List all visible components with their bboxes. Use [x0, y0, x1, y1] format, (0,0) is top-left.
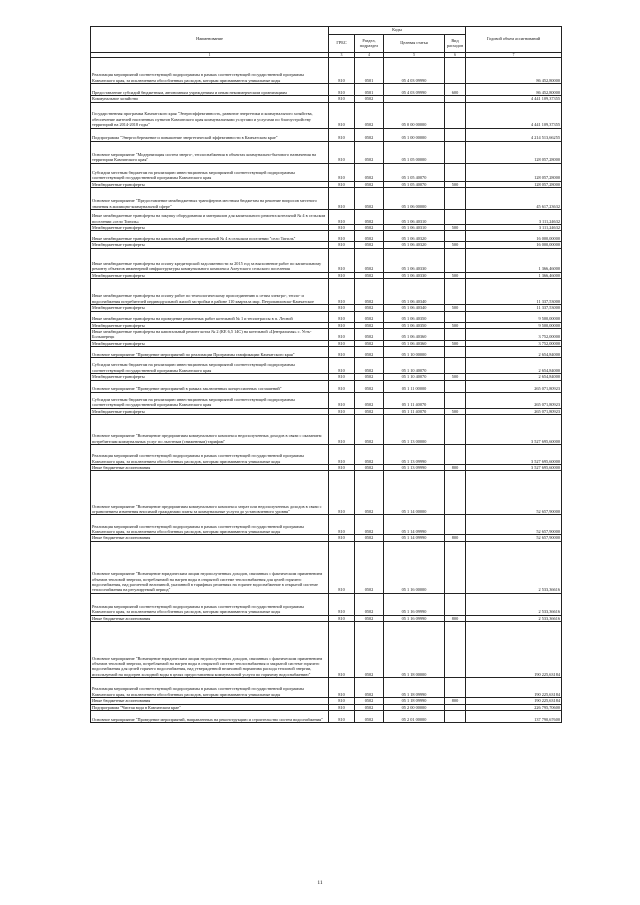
table-row [91, 347, 562, 358]
row-sum: 11 337,53000 [466, 305, 562, 311]
row-grbs: 810 [329, 374, 355, 380]
row-vid: 500 [445, 272, 466, 278]
row-sum: 3 111,24632 [466, 210, 562, 225]
row-grbs: 810 [329, 541, 355, 593]
row-razdel: 0502 [355, 465, 384, 471]
table-row [91, 210, 562, 225]
row-name: Реализация мероприятий соответствующей подпрограммы в рамках соответствующей государственной программы Камчатского края, за исключением обособленных расходов, которым присваиваются уникальные коды [91, 58, 329, 84]
row-razdel: 0502 [355, 358, 384, 374]
row-celevaya: 05 2 00 00000 [384, 704, 445, 710]
row-sum: 86 452,80000 [466, 58, 562, 84]
row-name: Межбюджетные трансферты [91, 272, 329, 278]
row-razdel: 0502 [355, 515, 384, 535]
row-sum: 2 654,84000 [466, 374, 562, 380]
row-razdel: 0502 [355, 374, 384, 380]
row-celevaya: 05 4 03 09990 [384, 84, 445, 96]
row-celevaya: 05 1 13 09990 [384, 445, 445, 465]
row-vid: 500 [445, 181, 466, 187]
row-vid [445, 128, 466, 141]
row-vid [445, 541, 466, 593]
row-vid [445, 311, 466, 322]
row-grbs: 810 [329, 340, 355, 346]
row-celevaya: 05 1 18 09990 [384, 678, 445, 698]
row-name: Субсидии местным бюджетам на реализацию инвестиционных мероприятий соответствующей подпрограммы соответствующей государственной программы Камчатского края [91, 392, 329, 408]
row-vid [445, 358, 466, 374]
row-sum: 3 111,24632 [466, 225, 562, 231]
row-name: Иные межбюджетные трансферты на оплату кредиторской задолженности за 2015 год за выполнение работ по капитальному ремонту объектов инженерной инфраструктуры коммунального комплекса Алеутского сельского поселения [91, 248, 329, 272]
row-name: Субсидии местным бюджетам на реализацию инвестиционных мероприятий соответствующей подпрограммы соответствующей государственной программы Камчатского края [91, 358, 329, 374]
row-vid [445, 210, 466, 225]
row-vid [445, 593, 466, 615]
row-grbs: 810 [329, 471, 355, 515]
row-razdel: 0502 [355, 329, 384, 341]
row-celevaya: 05 1 10 40070 [384, 358, 445, 374]
row-vid: 800 [445, 465, 466, 471]
row-vid: 500 [445, 225, 466, 231]
budget-sheet [90, 26, 561, 723]
row-vid [445, 231, 466, 242]
row-vid: 500 [445, 305, 466, 311]
row-vid [445, 58, 466, 84]
row-grbs: 810 [329, 231, 355, 242]
column-index: 1 [91, 53, 329, 58]
row-razdel: 0502 [355, 231, 384, 242]
row-razdel: 0502 [355, 471, 384, 515]
row-sum: 3 752,00000 [466, 329, 562, 341]
header-vid: Вид расходов [445, 35, 466, 53]
row-celevaya: 05 1 06 40310 [384, 210, 445, 225]
table-body [91, 58, 562, 723]
row-razdel: 0502 [355, 392, 384, 408]
row-grbs: 810 [329, 279, 355, 305]
row-celevaya: 05 1 06 40350 [384, 311, 445, 322]
row-razdel: 0501 [355, 84, 384, 96]
row-grbs: 810 [329, 704, 355, 710]
row-grbs: 810 [329, 622, 355, 678]
row-celevaya: 05 1 14 00000 [384, 471, 445, 515]
row-razdel: 0502 [355, 102, 384, 128]
row-celevaya: 05 1 06 40330 [384, 248, 445, 272]
row-razdel: 0502 [355, 96, 384, 102]
row-celevaya: 05 1 16 09990 [384, 593, 445, 615]
row-razdel: 0502 [355, 704, 384, 710]
row-vid: 500 [445, 408, 466, 414]
row-vid [445, 711, 466, 723]
row-name: Иные бюджетные ассигнования [91, 535, 329, 541]
row-vid [445, 471, 466, 515]
row-sum: 52 657,90000 [466, 515, 562, 535]
row-razdel: 0502 [355, 711, 384, 723]
row-sum: 190 225,63184 [466, 698, 562, 704]
page-number: 11 [317, 880, 323, 886]
row-sum: 2 533,36616 [466, 541, 562, 593]
row-vid [445, 392, 466, 408]
row-sum: 128 057,28000 [466, 141, 562, 163]
row-grbs: 810 [329, 305, 355, 311]
row-name: Иные бюджетные ассигнования [91, 465, 329, 471]
table-row [91, 711, 562, 723]
row-razdel: 0502 [355, 279, 384, 305]
row-razdel: 0502 [355, 445, 384, 465]
row-razdel: 0502 [355, 541, 384, 593]
table-row [91, 471, 562, 515]
row-grbs: 810 [329, 322, 355, 328]
row-grbs: 810 [329, 678, 355, 698]
row-razdel: 0502 [355, 678, 384, 698]
row-name: Основное мероприятие "Модернизация систем энерго-, теплоснабжения в объектах коммунально-бытового назначения на территории Камчатского края" [91, 141, 329, 163]
row-name: Основное мероприятие "Возмещение юридическим лицам недополученных доходов, связанных с фактическим применением объемов тепловой энергии, потребляемой на нагрев воды в открытой системе теплоснабжения и закрытой системе горячего водоснабжения для целей горячего водоснабжения, над утвержденной величиной норматива расхода тепловой энергии, используемой на подогрев холодной воды в целях предоставления коммунальной услуги по горячему водоснабжению" [91, 622, 329, 678]
row-razdel: 0502 [355, 698, 384, 704]
table-row [91, 415, 562, 445]
row-grbs: 810 [329, 593, 355, 615]
row-name: Иные межбюджетные трансферты на оплату работ по технологическому присоединению к сетям электро-, тепло- и водоснабжения потребителей индивидуальной жилой застройки в районе 110 квартала мкр. Петропавловско-Камчатское [91, 279, 329, 305]
row-name: Основное мероприятие "Возмещение юридическим лицам недополученных доходов, связанных с фактическим применением объемов тепловой энергии, потребляемой на нагрев воды в открытой системе теплоснабжения для целей горячего водоснабжения, над расчетной величиной, указанной в тарифных решениях на горячее водоснабжение в открытой системе теплоснабжения на регулируемый период" [91, 541, 329, 593]
row-name: Иные бюджетные ассигнования [91, 615, 329, 621]
table-row [91, 445, 562, 465]
row-name: Иные бюджетные ассигнования [91, 698, 329, 704]
row-razdel: 0502 [355, 163, 384, 181]
row-razdel: 0502 [355, 210, 384, 225]
column-index: 7 [466, 53, 562, 58]
row-name: Иные межбюджетные трансферты на капитальный ремонт котла № 2 (КЕ 6,5 14С) на котельной «Центральная» с. Усть-Большерецк [91, 329, 329, 341]
row-razdel: 0502 [355, 305, 384, 311]
row-celevaya: 05 1 14 09990 [384, 515, 445, 535]
table-row [91, 515, 562, 535]
header-razdel: Раздел, подраздел [355, 35, 384, 53]
column-index: 3 [329, 53, 355, 58]
row-razdel: 0502 [355, 225, 384, 231]
row-name: Государственная программа Камчатского края "Энергоэффективность, развитие энергетики и коммунального хозяйства, обеспечение жителей населенных пунктов Камчатского края коммунальными услугами и услугами по благоустройству территорий на 2014-2018 годы" [91, 102, 329, 128]
row-sum: 2 533,36616 [466, 593, 562, 615]
table-row [91, 231, 562, 242]
row-razdel: 0502 [355, 340, 384, 346]
row-sum: 190 225,63184 [466, 678, 562, 698]
row-grbs: 810 [329, 210, 355, 225]
row-vid [445, 515, 466, 535]
row-razdel: 0502 [355, 242, 384, 248]
row-celevaya: 05 1 06 40320 [384, 231, 445, 242]
row-grbs: 810 [329, 181, 355, 187]
row-celevaya: 05 1 06 40320 [384, 242, 445, 248]
row-celevaya: 05 1 06 40310 [384, 225, 445, 231]
row-vid [445, 622, 466, 678]
row-celevaya: 05 1 06 40360 [384, 329, 445, 341]
row-celevaya: 05 1 14 09990 [384, 535, 445, 541]
row-vid: 800 [445, 615, 466, 621]
table-row [91, 358, 562, 374]
row-sum: 1 366,46000 [466, 272, 562, 278]
row-celevaya: 05 1 00 00000 [384, 128, 445, 141]
row-name: Межбюджетные трансферты [91, 305, 329, 311]
row-razdel: 0502 [355, 128, 384, 141]
row-celevaya: 05 1 05 40070 [384, 181, 445, 187]
row-grbs: 810 [329, 445, 355, 465]
table-row [91, 279, 562, 305]
row-name: Иные межбюджетные трансферты на закупку оборудования и материалов для капитального ремонта котельной № 4 в сельском поселении «село Тигиль» [91, 210, 329, 225]
row-grbs: 810 [329, 711, 355, 723]
row-name: Подпрограмма "Чистая вода в Камчатском крае" [91, 704, 329, 710]
row-celevaya: 05 1 11 40070 [384, 408, 445, 414]
row-razdel: 0501 [355, 58, 384, 84]
row-grbs: 810 [329, 242, 355, 248]
table-row [91, 593, 562, 615]
row-name: Межбюджетные трансферты [91, 340, 329, 346]
row-vid [445, 248, 466, 272]
row-sum: 16 000,00000 [466, 242, 562, 248]
row-name: Межбюджетные трансферты [91, 181, 329, 187]
row-name: Реализация мероприятий соответствующей подпрограммы в рамках соответствующей государственной программы Камчатского края, за исключением обособленных расходов, которым присваиваются уникальные коды [91, 515, 329, 535]
row-sum: 2 654,84000 [466, 347, 562, 358]
table-row [91, 58, 562, 84]
row-grbs: 810 [329, 358, 355, 374]
row-sum: 1 366,46000 [466, 248, 562, 272]
row-celevaya: 05 1 16 09990 [384, 615, 445, 621]
row-name: Основное мероприятие "Предоставление межбюджетных трансфертов местным бюджетам на решение вопросов местного значения в жилищно-коммунальной сфере" [91, 188, 329, 210]
table-row [91, 541, 562, 593]
row-razdel: 0502 [355, 380, 384, 392]
row-celevaya: 05 1 13 09990 [384, 465, 445, 471]
row-vid [445, 163, 466, 181]
row-celevaya: 05 1 18 00000 [384, 622, 445, 678]
row-razdel: 0502 [355, 415, 384, 445]
row-sum: 128 057,28000 [466, 163, 562, 181]
row-grbs: 810 [329, 311, 355, 322]
row-grbs: 810 [329, 58, 355, 84]
row-grbs: 810 [329, 535, 355, 541]
row-grbs: 810 [329, 698, 355, 704]
row-vid: 500 [445, 340, 466, 346]
row-sum: 4 441 109,37355 [466, 102, 562, 128]
table-row [91, 311, 562, 322]
row-sum: 226 795,70600 [466, 704, 562, 710]
row-name: Подпрограмма "Энергосбережение и повышение энергетической эффективности в Камчатском крае" [91, 128, 329, 141]
row-sum: 52 657,90000 [466, 471, 562, 515]
row-name: Межбюджетные трансферты [91, 374, 329, 380]
row-vid: 800 [445, 535, 466, 541]
row-celevaya: 05 1 06 40360 [384, 340, 445, 346]
row-celevaya: 05 1 18 09990 [384, 698, 445, 704]
column-index: 4 [355, 53, 384, 58]
row-celevaya: 05 1 10 40070 [384, 374, 445, 380]
row-sum: 265 071,80923 [466, 408, 562, 414]
row-razdel: 0502 [355, 535, 384, 541]
row-celevaya: 05 0 00 00000 [384, 102, 445, 128]
row-grbs: 810 [329, 392, 355, 408]
row-grbs: 810 [329, 141, 355, 163]
table-row [91, 248, 562, 272]
row-name: Основное мероприятие "Возмещение предприятиям коммунального комплекса затрат или недополученных доходов в связи с ограничением изменения вносимой гражданами платы за коммунальные услуги до установленного уровня" [91, 471, 329, 515]
row-sum: 52 657,90000 [466, 535, 562, 541]
row-name: Субсидии местным бюджетам на реализацию инвестиционных мероприятий соответствующей подпрограммы соответствующей государственной программы Камчатского края [91, 163, 329, 181]
row-sum: 190 225,63184 [466, 622, 562, 678]
row-grbs: 810 [329, 408, 355, 414]
table-row [91, 380, 562, 392]
table-row [91, 102, 562, 128]
row-vid: 500 [445, 242, 466, 248]
row-vid: 800 [445, 698, 466, 704]
row-celevaya: 05 1 06 40330 [384, 272, 445, 278]
row-sum: 16 000,00000 [466, 231, 562, 242]
row-name: Иные межбюджетные трансферты на капитальный ремонт котельной № 4 в сельском поселении "село Тигиль" [91, 231, 329, 242]
row-grbs: 810 [329, 163, 355, 181]
row-sum: 4 441 109,37355 [466, 96, 562, 102]
row-vid [445, 445, 466, 465]
row-razdel: 0502 [355, 248, 384, 272]
row-celevaya: 05 1 06 40350 [384, 322, 445, 328]
column-index: 6 [445, 53, 466, 58]
row-sum: 4 214 513,66255 [466, 128, 562, 141]
row-name: Основное мероприятие "Возмещение предприятиям коммунального комплекса недополученных доходов в связи с оказанием потребителям коммунальных услуг по льготным (сниженным) тарифам" [91, 415, 329, 445]
row-vid [445, 415, 466, 445]
header-sum: Годовой объем ассигнований [466, 27, 562, 53]
row-grbs: 810 [329, 96, 355, 102]
row-name: Основное мероприятие "Проведение мероприятий, направленных на реконструкцию и строительство систем водоснабжения" [91, 711, 329, 723]
row-sum: 3 752,00000 [466, 340, 562, 346]
budget-table [90, 26, 562, 723]
table-row [91, 678, 562, 698]
row-sum: 9 500,00000 [466, 311, 562, 322]
row-name: Иные межбюджетные трансферты на проведение ремонтных работ котельной № 1 и теплотрассы в п. Лесной [91, 311, 329, 322]
row-celevaya: 05 4 03 09990 [384, 58, 445, 84]
row-sum: 86 452,80000 [466, 84, 562, 96]
row-sum: 3 527 695,60000 [466, 445, 562, 465]
header-celevaya: Целевая статья [384, 35, 445, 53]
row-grbs: 810 [329, 380, 355, 392]
row-vid [445, 380, 466, 392]
row-grbs: 810 [329, 347, 355, 358]
row-celevaya: 05 1 16 00000 [384, 541, 445, 593]
row-vid [445, 279, 466, 305]
row-sum: 45 617,23632 [466, 188, 562, 210]
row-razdel: 0502 [355, 622, 384, 678]
row-vid: 600 [445, 84, 466, 96]
row-celevaya: 05 1 11 00000 [384, 380, 445, 392]
row-name: Межбюджетные трансферты [91, 322, 329, 328]
row-grbs: 810 [329, 188, 355, 210]
row-razdel: 0502 [355, 347, 384, 358]
row-sum: 128 057,28000 [466, 181, 562, 187]
row-razdel: 0502 [355, 311, 384, 322]
row-vid [445, 347, 466, 358]
table-row [91, 188, 562, 210]
row-grbs: 810 [329, 465, 355, 471]
column-index: 5 [384, 53, 445, 58]
row-sum: 137 790,67600 [466, 711, 562, 723]
row-razdel: 0502 [355, 408, 384, 414]
row-razdel: 0502 [355, 272, 384, 278]
table-row [91, 141, 562, 163]
row-celevaya: 05 1 13 00000 [384, 415, 445, 445]
row-name: Межбюджетные трансферты [91, 408, 329, 414]
row-grbs: 810 [329, 225, 355, 231]
table-row [91, 329, 562, 341]
row-vid [445, 188, 466, 210]
row-celevaya: 05 1 11 40070 [384, 392, 445, 408]
row-sum: 9 500,00000 [466, 322, 562, 328]
row-name: Основное мероприятие "Проведение мероприятий по реализации Программы газификации Камчатского края" [91, 347, 329, 358]
row-razdel: 0502 [355, 593, 384, 615]
row-celevaya: 05 1 06 40340 [384, 305, 445, 311]
row-sum: 2 654,84000 [466, 358, 562, 374]
table-row [91, 128, 562, 141]
table-row [91, 392, 562, 408]
row-name: Межбюджетные трансферты [91, 225, 329, 231]
row-razdel: 0502 [355, 615, 384, 621]
row-sum: 11 337,53000 [466, 279, 562, 305]
row-sum: 2 533,36616 [466, 615, 562, 621]
row-name: Коммунальное хозяйство [91, 96, 329, 102]
row-grbs: 810 [329, 415, 355, 445]
row-celevaya: 05 1 06 40340 [384, 279, 445, 305]
table-row [91, 84, 562, 96]
row-vid [445, 102, 466, 128]
row-sum: 265 071,80923 [466, 392, 562, 408]
row-vid [445, 329, 466, 341]
row-razdel: 0502 [355, 181, 384, 187]
row-grbs: 810 [329, 329, 355, 341]
row-vid: 500 [445, 374, 466, 380]
row-grbs: 810 [329, 84, 355, 96]
row-name: Предоставление субсидий бюджетным, автономным учреждениям и иным некоммерческим организациям [91, 84, 329, 96]
row-sum: 3 527 695,60000 [466, 415, 562, 445]
row-celevaya: 05 1 05 00000 [384, 141, 445, 163]
row-razdel: 0502 [355, 141, 384, 163]
row-vid [445, 141, 466, 163]
row-grbs: 810 [329, 128, 355, 141]
header-name: Наименование [91, 27, 329, 53]
row-sum: 3 527 695,60000 [466, 465, 562, 471]
row-grbs: 810 [329, 272, 355, 278]
row-vid [445, 678, 466, 698]
table-row [91, 622, 562, 678]
row-grbs: 810 [329, 615, 355, 621]
row-celevaya: 05 1 06 00000 [384, 188, 445, 210]
row-grbs: 810 [329, 248, 355, 272]
row-name: Межбюджетные трансферты [91, 242, 329, 248]
row-celevaya: 05 1 10 00000 [384, 347, 445, 358]
row-name: Реализация мероприятий соответствующей подпрограммы в рамках соответствующей государственной программы Камчатского края, за исключением обособленных расходов, которым присваиваются уникальные коды [91, 593, 329, 615]
table-row [91, 163, 562, 181]
row-vid: 500 [445, 322, 466, 328]
row-razdel: 0502 [355, 322, 384, 328]
row-sum: 265 071,80923 [466, 380, 562, 392]
row-grbs: 810 [329, 515, 355, 535]
row-name: Основное мероприятие "Проведение мероприятий в рамках заключенных концессионных соглашений" [91, 380, 329, 392]
row-name: Реализация мероприятий соответствующей подпрограммы в рамках соответствующей государственной программы Камчатского края, за исключением обособленных расходов, которым присваиваются уникальные коды [91, 445, 329, 465]
header-codes: Коды [329, 27, 466, 35]
header-grbs: ГРБС [329, 35, 355, 53]
row-celevaya: 05 1 05 40070 [384, 163, 445, 181]
row-name: Реализация мероприятий соответствующей подпрограммы в рамках соответствующей государственной программы Камчатского края, за исключением обособленных расходов, которым присваиваются уникальные коды [91, 678, 329, 698]
row-grbs: 810 [329, 102, 355, 128]
row-razdel: 0502 [355, 188, 384, 210]
row-celevaya: 05 2 01 00000 [384, 711, 445, 723]
